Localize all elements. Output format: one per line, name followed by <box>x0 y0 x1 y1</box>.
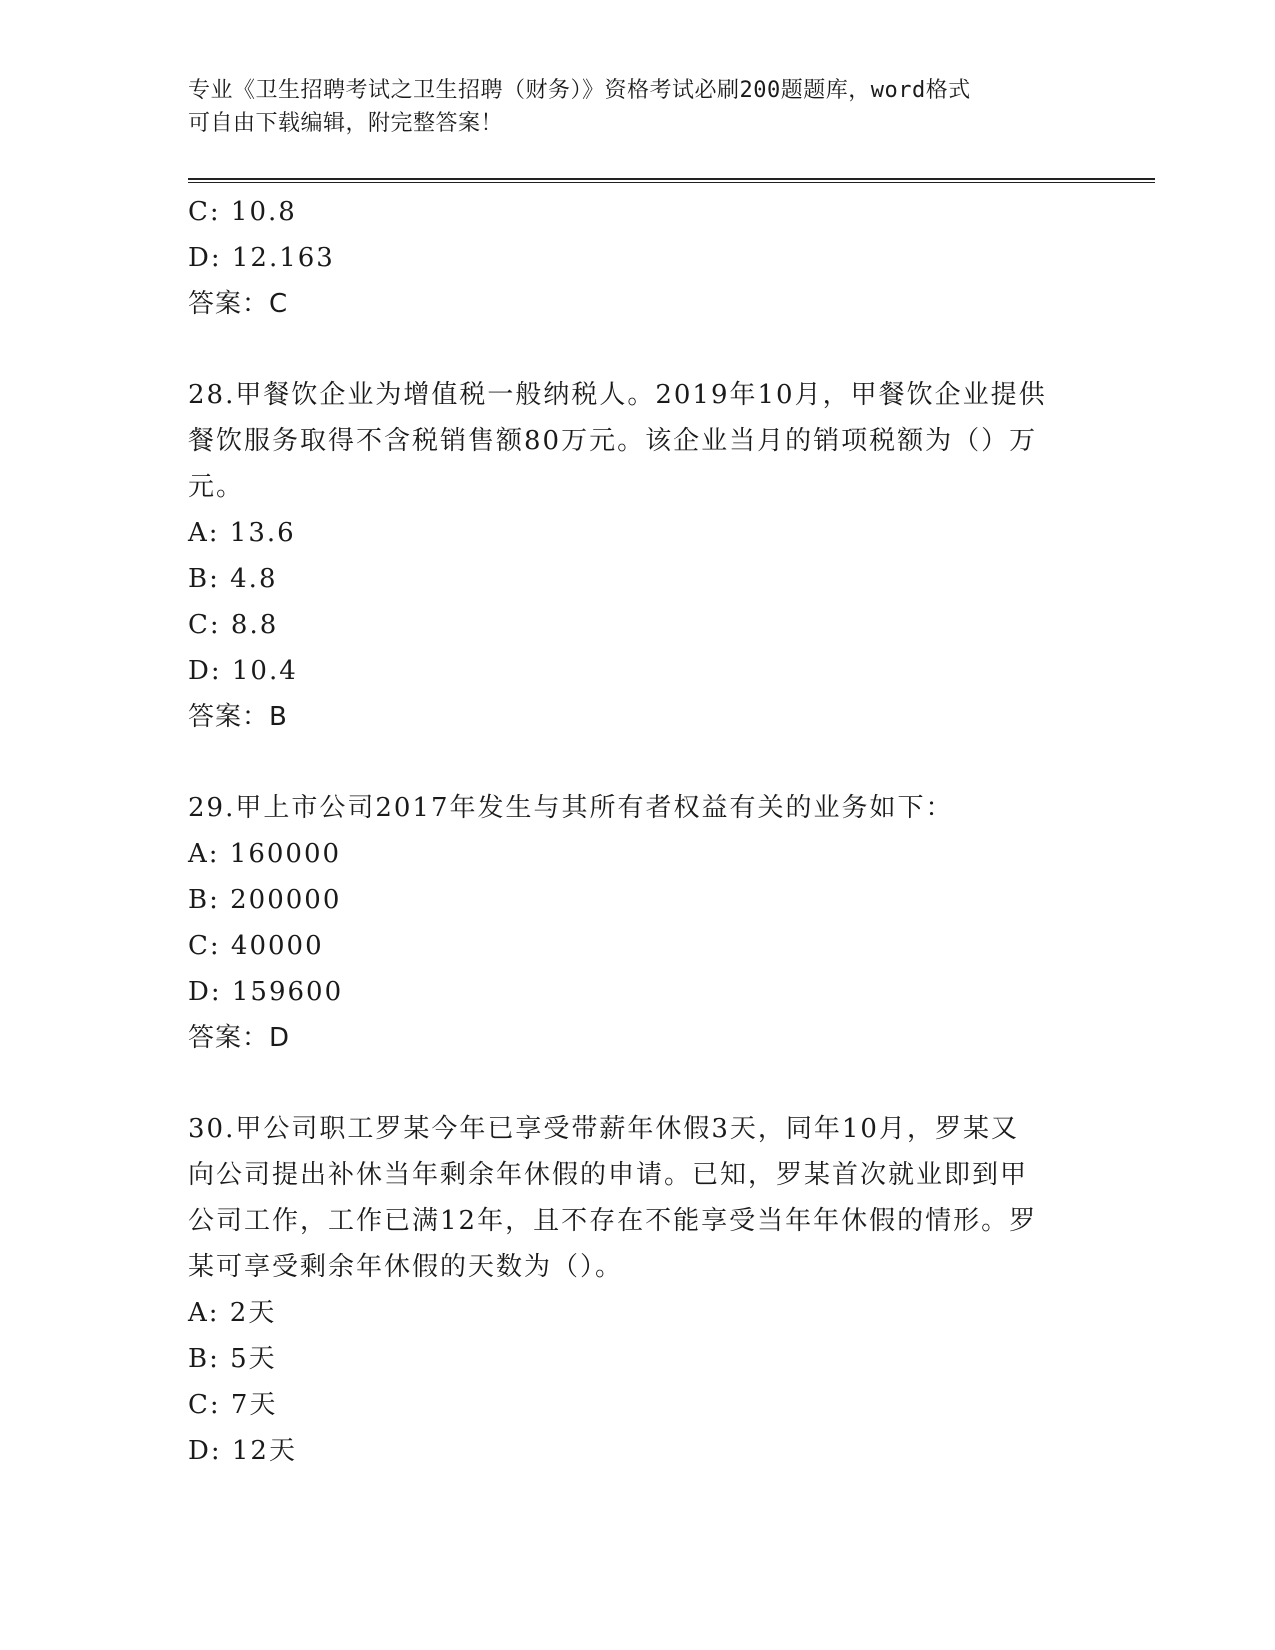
option-c: C: 7天 <box>188 1390 278 1420</box>
option-c: C: 10.8 <box>188 197 297 227</box>
question-stem-line: 向公司提出补休当年剩余年休假的申请。已知，罗某首次就业即到甲 <box>188 1160 1029 1190</box>
answer-line: 答案：D <box>188 1023 291 1053</box>
question-stem-line: 公司工作，工作已满12年，且不存在不能享受当年年休假的情形。罗 <box>188 1206 1038 1236</box>
answer-line: 答案：C <box>188 289 289 319</box>
question-stem-line: 餐饮服务取得不含税销售额80万元。该企业当月的销项税额为（）万 <box>188 426 1038 456</box>
option-d: D: 12天 <box>188 1436 297 1466</box>
option-b: B: 200000 <box>188 885 342 915</box>
question-stem-line: 30.甲公司职工罗某今年已享受带薪年休假3天，同年10月，罗某又 <box>188 1114 1019 1144</box>
option-b: B: 5天 <box>188 1344 277 1374</box>
option-c: C: 8.8 <box>188 610 279 640</box>
option-a: A: 2天 <box>188 1298 277 1328</box>
option-d: D: 12.163 <box>188 243 335 273</box>
option-d: D: 10.4 <box>188 656 298 686</box>
header-line-2: 可自由下载编辑，附完整答案！ <box>188 111 504 136</box>
question-stem-line: 元。 <box>188 472 245 502</box>
question-stem-line: 28.甲餐饮企业为增值税一般纳税人。2019年10月，甲餐饮企业提供 <box>188 380 1047 410</box>
question-28 <box>188 372 1088 740</box>
answer-line: 答案：B <box>188 702 288 732</box>
question-30 <box>188 1106 1088 1474</box>
header-divider <box>188 178 1155 183</box>
question-stem-line: 某可享受剩余年休假的天数为（）。 <box>188 1252 624 1282</box>
question-stem-line: 29.甲上市公司2017年发生与其所有者权益有关的业务如下： <box>188 793 954 823</box>
option-b: B: 4.8 <box>188 564 278 594</box>
option-c: C: 40000 <box>188 931 324 961</box>
header-line-1: 专业《卫生招聘考试之卫生招聘（财务）》资格考试必刷200题题库，word格式 <box>188 78 971 103</box>
page-header <box>188 74 1088 140</box>
option-a: A: 160000 <box>188 839 342 869</box>
carryover-block <box>188 189 1088 327</box>
question-list <box>188 189 1088 1474</box>
option-a: A: 13.6 <box>188 518 296 548</box>
question-29 <box>188 785 1088 1061</box>
option-d: D: 159600 <box>188 977 344 1007</box>
